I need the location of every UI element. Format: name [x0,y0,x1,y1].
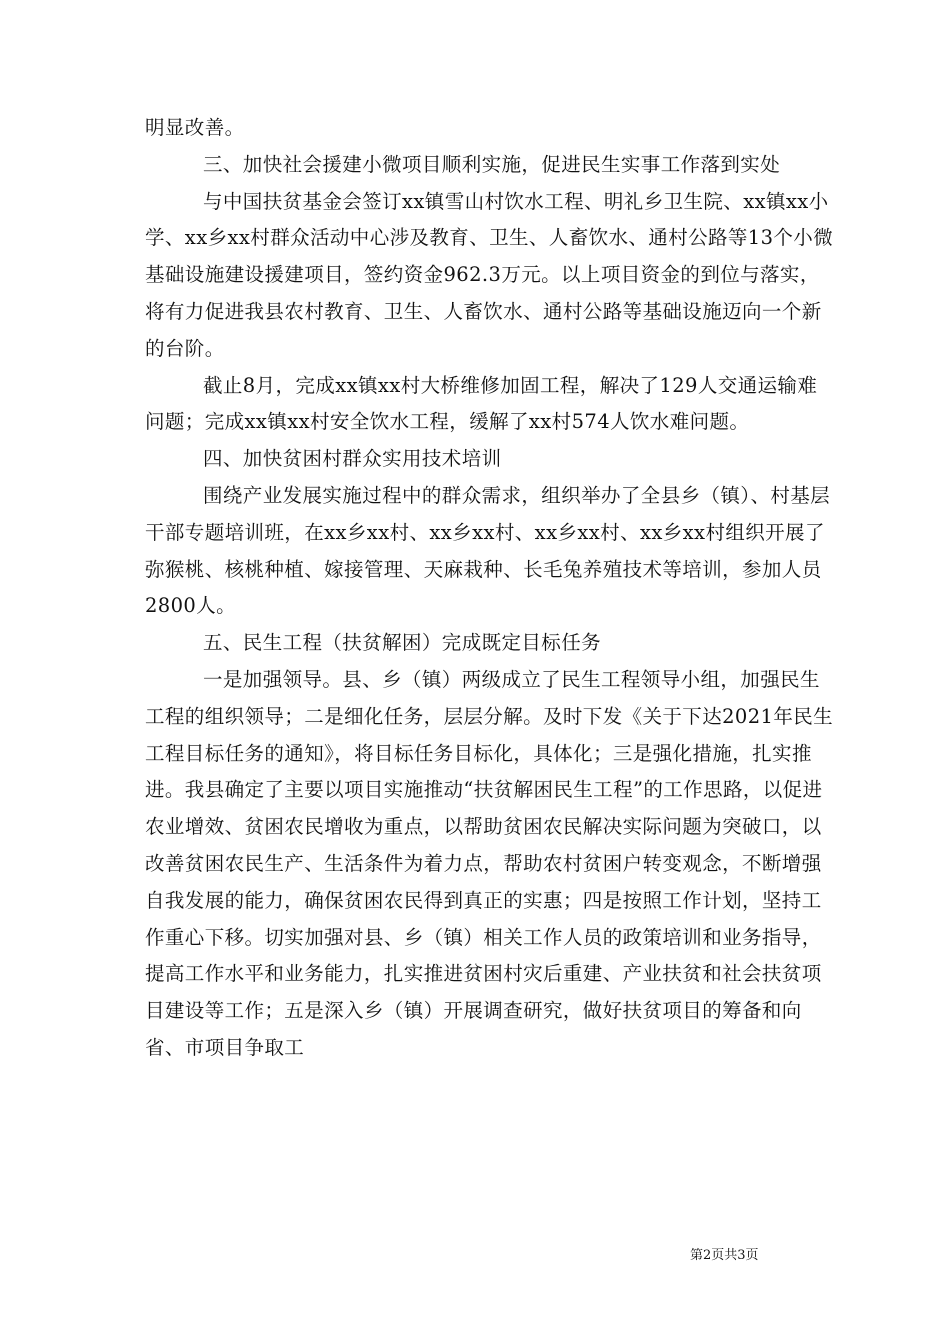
document-body [145,110,835,1067]
section-heading-5: 五、民生工程（扶贫解困）完成既定目标任务 [203,631,602,655]
paragraph-4: 截止8月，完成xx镇xx村大桥维修加固工程，解决了129人交通运输难问题；完成xx镇xx村安全饮水工程，缓解了xx村574人饮水难问题。 [145,373,818,434]
section-heading-3: 三、加快社会援建小微项目顺利实施，促进民生实事工作落到实处 [203,152,781,176]
section-heading-4: 四、加快贫困村群众实用技术培训 [203,447,502,471]
paragraph-3: 与中国扶贫基金会签订xx镇雪山村饮水工程、明礼乡卫生院、xx镇xx小学、xx乡xx村群众活动中心涉及教育、卫生、人畜饮水、通村公路等13个小微基础设施建设援建项目，签约资金962.3万元。以上项目资金的到位与落实，将有力促进我县农村教育、卫生、人畜饮水、通村公路等基础设施迈向一个新的台阶。 [145,189,834,360]
paragraph-8: 一是加强领导。县、乡（镇）两级成立了民生工程领导小组，加强民生工程的组织领导；二是细化任务，层层分解。及时下发《关于下达2021年民生工程目标任务的通知》，将目标任务目标化，具体化；三是强化措施，扎实推进。我县确定了主要以项目实施推动“扶贫解困民生工程”的工作思路，以促进农业增效、贫困农民增收为重点，以帮助贫困农民解决实际问题为突破口，以改善贫困农民生产、生活条件为着力点，帮助农村贫困户转变观念，不断增强自我发展的能力，确保贫困农民得到真正的实惠；四是按照工作计划，坚持工作重心下移。切实加强对县、乡（镇）相关工作人员的政策培训和业务指导，提高工作水平和业务能力，扎实推进贫困村灾后重建、产业扶贫和社会扶贫项目建设等工作；五是深入乡（镇）开展调查研究，做好扶贫项目的筹备和向省、市项目争取工 [145,667,834,1059]
page-number: 第2页共3页 [690,1248,759,1263]
paragraph-1: 明显改善。 [145,116,245,139]
paragraph-6: 围绕产业发展实施过程中的群众需求，组织举办了全县乡（镇）、村基层干部专题培训班，在xx乡xx村、xx乡xx村、xx乡xx村、xx乡xx村组织开展了弥猴桃、核桃种植、嫁接管理、天麻栽种、长毛兔养殖技术等培训，参加人员2800人。 [145,483,831,618]
